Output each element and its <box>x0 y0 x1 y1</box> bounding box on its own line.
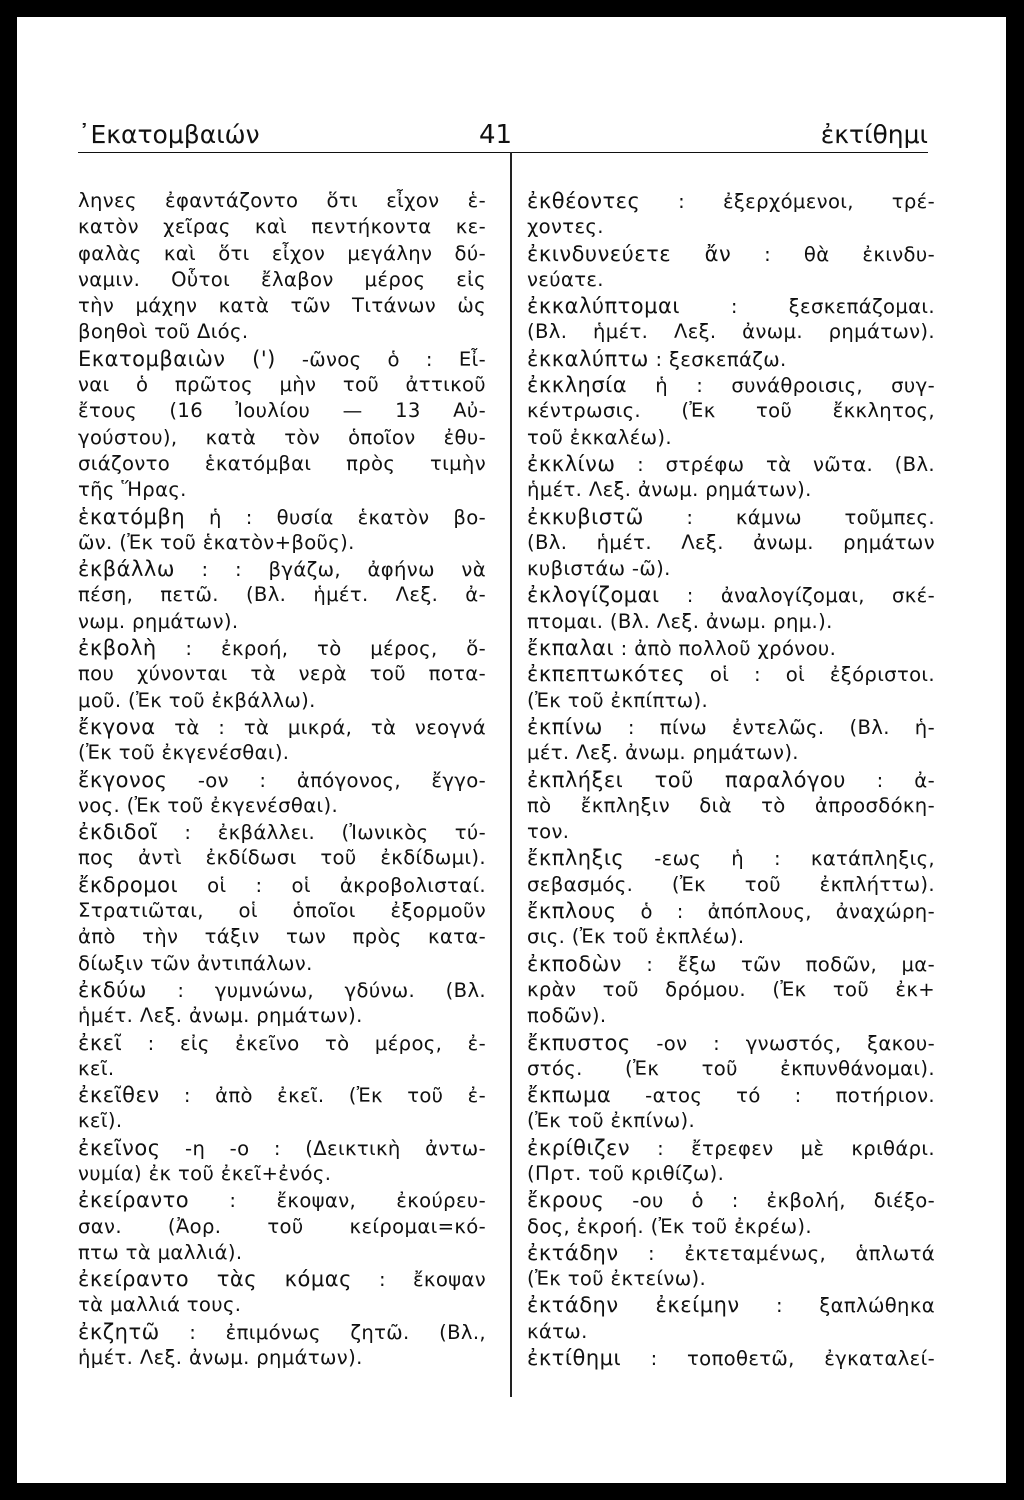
definition-text: ἔτους (16 Ἰουλίου — 13 Αὐ- <box>78 399 486 423</box>
dictionary-entry-line <box>78 635 486 661</box>
definition-text: ἡμέτ. Λεξ. ἀνωμ. ρημάτων). <box>78 1004 363 1028</box>
definition-line <box>78 1056 486 1082</box>
headword: Εκατομβαιὼν (') <box>78 346 276 371</box>
headword: ἔκπαλαι <box>527 636 615 661</box>
headword: ἐκτίθημι <box>527 1346 622 1371</box>
dictionary-entry-line <box>527 241 935 267</box>
definition-line <box>527 1056 935 1082</box>
header-first-entry: ᾿Εκατομβαιών <box>78 120 260 149</box>
definition-line <box>78 425 486 451</box>
definition-text: οἱ : οἱ ἀκροβολισταί. <box>178 873 486 897</box>
definition-text: -ου ὁ : ἐκβολή, διέξο- <box>604 1189 935 1213</box>
definition-line <box>78 740 486 766</box>
dictionary-entry-line <box>527 346 935 372</box>
definition-line <box>78 1345 486 1371</box>
dictionary-entry-line <box>78 819 486 845</box>
definition-text: σαν. (Ἀορ. τοῦ κείρομαι=κό- <box>78 1214 486 1238</box>
dictionary-entry-line <box>78 1187 486 1213</box>
definition-line <box>527 872 935 898</box>
headword: ἐκείραντο τὰς κόμας <box>78 1267 352 1292</box>
headword: ἔκδρομοι <box>78 872 179 897</box>
dictionary-entry-line <box>78 1135 486 1161</box>
definition-line <box>527 740 935 766</box>
definition-text: ναι ὁ πρῶτος μὴν τοῦ ἀττικοῦ <box>78 373 486 397</box>
definition-text: (Ἐκ τοῦ ἐκπίνω). <box>527 1109 696 1133</box>
dictionary-entry-line <box>527 188 935 214</box>
definition-text: -ατος τό : ποτήριον. <box>611 1084 935 1108</box>
definition-text: (Πρτ. τοῦ κριθίζω). <box>527 1161 725 1185</box>
definition-text: ῶν. (Ἐκ τοῦ ἑκατὸν+βοῦς). <box>78 530 355 554</box>
definition-text: πτομαι. (Βλ. Λεξ. ἀνωμ. ρημ.). <box>527 609 833 633</box>
dictionary-entry-line <box>527 1030 935 1056</box>
definition-text: Στρατιῶται, οἱ ὁποῖοι ἐξορμοῦν <box>78 899 486 923</box>
definition-text: : ἀπὸ ἐκεῖ. (Ἐκ τοῦ ἐ- <box>159 1084 486 1108</box>
definition-line <box>527 1161 935 1187</box>
headword: ἐκπεπτωκότες <box>527 662 686 687</box>
definition-text: : εἰς ἐκεῖνο τὸ μέρος, ἐ- <box>122 1031 486 1055</box>
definition-text: -ον : ἀπόγονος, ἔγγο- <box>167 768 486 792</box>
headword: ἔκρους <box>527 1188 605 1213</box>
definition-line <box>527 319 935 345</box>
definition-text: : γυμνώνω, γδύνω. (Βλ. <box>146 978 486 1002</box>
definition-line <box>78 898 486 924</box>
headword: ἐκποδὼν <box>527 951 622 976</box>
headword: ἐκεῖθεν <box>78 1083 160 1108</box>
definition-text: δος, ἐκροή. (Ἐκ τοῦ ἐκρέω). <box>527 1214 812 1238</box>
headword: ἐκδιδοῖ <box>78 820 158 845</box>
definition-line <box>78 372 486 398</box>
dictionary-entry-line <box>527 1240 935 1266</box>
definition-line <box>527 1319 935 1345</box>
definition-text: κέντρωσις. (Ἐκ τοῦ ἔκκλητος, <box>527 399 935 423</box>
definition-line <box>78 924 486 950</box>
headword: ἔκπλους <box>527 899 617 924</box>
definition-text: σεβασμός. (Ἐκ τοῦ ἐκπλήττω). <box>527 872 935 896</box>
definition-line <box>527 530 935 556</box>
definition-text: ποδῶν). <box>527 1004 607 1028</box>
definition-line <box>527 477 935 503</box>
definition-text: (Ἐκ τοῦ ἐκτείνω). <box>527 1267 707 1291</box>
headword: ἐκβάλλω <box>78 557 175 582</box>
definition-line <box>78 1292 486 1318</box>
dictionary-entry-line <box>78 1030 486 1056</box>
definition-line <box>527 793 935 819</box>
headword: ἔκπωμα <box>527 1083 612 1108</box>
definition-text: πέση, πετῶ. (Βλ. ἡμέτ. Λεξ. ἀ- <box>78 583 486 607</box>
headword: ἔκπληξις <box>527 846 625 871</box>
headword: ἐκζητῶ <box>78 1319 160 1344</box>
definition-text: τῆς Ἥρας. <box>78 478 187 502</box>
definition-line <box>78 188 486 214</box>
definition-line <box>527 1266 935 1292</box>
definition-text: : ἀπὸ πολλοῦ χρόνου. <box>614 637 837 661</box>
definition-text: : ξεσκεπάζομαι. <box>679 295 935 319</box>
definition-line <box>78 241 486 267</box>
dictionary-entry-line <box>527 714 935 740</box>
definition-line <box>527 688 935 714</box>
definition-text: τὰ μαλλιά τους. <box>78 1293 242 1317</box>
definition-text: : ἐπιμόνως ζητῶ. (Βλ., <box>159 1320 486 1344</box>
definition-line <box>78 582 486 608</box>
left-column <box>78 188 486 1371</box>
definition-text: βοηθοὶ τοῦ Διός. <box>78 320 249 344</box>
definition-line <box>527 1108 935 1134</box>
definition-line <box>78 530 486 556</box>
definition-text: χοντες. <box>527 215 604 239</box>
definition-text: -η -ο : (Δεικτικὴ ἀντω- <box>160 1136 486 1160</box>
headword: ἔκγονος <box>78 767 168 792</box>
definition-text: τοῦ ἐκκαλέω). <box>527 425 672 449</box>
headword: ἐκεῖνος <box>78 1135 161 1160</box>
headword: ἑκατόμβη <box>78 504 186 529</box>
definition-text: τὴν μάχην κατὰ τῶν Τιτάνων ὡς <box>78 294 486 318</box>
definition-text: γούστου), κατὰ τὸν ὁποῖον ἐθυ- <box>78 425 486 449</box>
definition-line <box>78 214 486 240</box>
definition-line <box>527 267 935 293</box>
definition-line <box>527 609 935 635</box>
dictionary-entry-line <box>527 661 935 687</box>
definition-text: : ἐκτεταμένως, ἁπλωτά <box>618 1241 935 1265</box>
definition-text: : ἔκοψαν, ἐκούρευ- <box>189 1189 486 1213</box>
definition-line <box>527 214 935 240</box>
definition-text: : ἀ- <box>845 768 935 792</box>
definition-text: κατὸν χεῖρας καὶ πεντήκοντα κε- <box>78 215 486 239</box>
definition-text: : ἐκβάλλει. (Ἰωνικὸς τύ- <box>157 821 486 845</box>
right-column <box>527 188 935 1371</box>
headword: ἐκκυβιστῶ <box>527 504 644 529</box>
definition-line <box>78 293 486 319</box>
headword: ἐκκλησία <box>527 373 628 398</box>
headword: ἐκτάδην <box>527 1240 619 1265</box>
definition-text: νυμία) ἐκ τοῦ ἐκεῖ+ἐνός. <box>78 1161 332 1185</box>
headword: ἐκκλίνω <box>527 451 616 476</box>
definition-line <box>527 556 935 582</box>
definition-text: σιάζοντο ἑκατόμβαι πρὸς τιμὴν <box>78 451 486 475</box>
page-header <box>78 118 928 153</box>
headword: ἐκπίνω <box>527 714 603 739</box>
headword: ἐκκαλύπτω <box>527 346 649 371</box>
definition-text: ἡ : συνάθροισις, συγ- <box>627 374 935 398</box>
definition-text: νος. (Ἐκ τοῦ ἐκγενέσθαι). <box>78 793 339 817</box>
definition-line <box>78 688 486 714</box>
definition-line <box>78 1240 486 1266</box>
definition-line <box>78 793 486 819</box>
headword: ἐκδύω <box>78 977 147 1002</box>
headword: ἐκπλήξει τοῦ παραλόγου <box>527 767 846 792</box>
definition-text: : ἐξερχόμενοι, τρέ- <box>640 190 935 213</box>
definition-line <box>78 1003 486 1029</box>
definition-text: νεύατε. <box>527 267 604 291</box>
definition-text: κεῖ). <box>78 1109 123 1133</box>
dictionary-entry-line <box>78 346 486 372</box>
dictionary-entry-line <box>527 635 935 661</box>
definition-line <box>78 451 486 477</box>
dictionary-entry-line <box>527 504 935 530</box>
header-last-entry: ἐκτίθημι <box>820 120 928 149</box>
dictionary-entry-line <box>527 845 935 871</box>
definition-text: -ῶνος ὁ : Εἶ- <box>275 347 486 371</box>
headword: ἐκεῖ <box>78 1030 123 1055</box>
definition-text: : ἔτρεφεν μὲ κριθάρι. <box>630 1136 935 1160</box>
definition-text: : ξεσκεπάζω. <box>648 347 787 371</box>
definition-text: : κάμνω τοῦμπες. <box>643 505 935 529</box>
dictionary-entry-line <box>78 504 486 530</box>
definition-text: που χύνονται τὰ νερὰ τοῦ ποτα- <box>78 662 486 686</box>
dictionary-entry-line <box>78 1266 486 1292</box>
definition-text: ναμιν. Οὗτοι ἔλαβον μέρος εἰς <box>78 267 486 291</box>
definition-line <box>78 319 486 345</box>
headword: ἐκκαλύπτομαι <box>527 294 680 319</box>
dictionary-entry-line <box>527 1135 935 1161</box>
definition-text: ἡμέτ. Λεξ. ἀνωμ. ρημάτων). <box>78 1346 363 1370</box>
dictionary-entry-line <box>78 767 486 793</box>
definition-text: φαλὰς καὶ ὅτι εἶχον μεγάλην δύ- <box>78 241 486 265</box>
definition-text: νωμ. ρημάτων). <box>78 609 239 633</box>
dictionary-entry-line <box>527 1082 935 1108</box>
definition-text: ὁ : ἀπόπλους, ἀναχώρη- <box>616 900 935 924</box>
definition-line <box>78 609 486 635</box>
definition-text: : ἔκοψαν <box>351 1268 486 1292</box>
page-number: 41 <box>479 120 513 150</box>
dictionary-entry-line <box>527 372 935 398</box>
definition-text: ἡ : θυσία ἑκατὸν βο- <box>185 505 486 529</box>
definition-text: πτω τὰ μαλλιά). <box>78 1240 243 1264</box>
dictionary-entry-line <box>78 872 486 898</box>
definition-line <box>78 398 486 424</box>
definition-text: κάτω. <box>527 1319 588 1343</box>
dictionary-entry-line <box>527 1292 935 1318</box>
definition-text: τὰ : τὰ μικρά, τὰ νεογνά <box>155 715 486 739</box>
headword: ἔκπυστος <box>527 1030 631 1055</box>
definition-line <box>78 845 486 871</box>
dictionary-entry-line <box>527 582 935 608</box>
definition-line <box>78 661 486 687</box>
headword: ἐκθέοντες <box>527 189 641 213</box>
definition-line <box>78 477 486 503</box>
definition-text: (Ἐκ τοῦ ἐκγενέσθαι). <box>78 741 290 765</box>
dictionary-entry-line <box>78 1082 486 1108</box>
dictionary-entry-line <box>78 977 486 1003</box>
definition-text: (Βλ. ἡμέτ. Λεξ. ἀνωμ. ρημάτων <box>527 530 935 554</box>
definition-text: ἡμέτ. Λεξ. ἀνωμ. ρημάτων). <box>527 478 812 502</box>
dictionary-entry-line <box>527 951 935 977</box>
definition-text: τον. <box>527 820 570 844</box>
definition-text: : πίνω ἐντελῶς. (Βλ. ἡ- <box>602 715 935 739</box>
definition-text: σις. (Ἐκ τοῦ ἐκπλέω). <box>527 925 745 949</box>
definition-line <box>527 1214 935 1240</box>
definition-text: οἱ : οἱ ἐξόριστοι. <box>685 663 935 687</box>
definition-text: ἀπὸ τὴν τάξιν των πρὸς κατα- <box>78 925 486 949</box>
headword: ἐκβολὴ <box>78 636 157 661</box>
definition-text: μέτ. Λεξ. ἀνωμ. ρημάτων). <box>527 741 799 765</box>
definition-line <box>527 819 935 845</box>
definition-text: : στρέφω τὰ νῶτα. (Βλ. <box>615 452 935 476</box>
definition-text: : ἔξω τῶν ποδῶν, μα- <box>621 952 935 976</box>
dictionary-entry-line <box>527 293 935 319</box>
definition-line <box>78 1214 486 1240</box>
definition-text: πὸ ἔκπληξιν διὰ τὸ ἀπροσδόκη- <box>527 793 935 817</box>
dictionary-entry-line <box>78 556 486 582</box>
definition-line <box>78 1108 486 1134</box>
headword: ἐκινδυνεύετε ἄν <box>527 241 732 266</box>
definition-line <box>527 977 935 1003</box>
definition-text: κεῖ. <box>78 1056 115 1080</box>
definition-text: (Βλ. ἡμέτ. Λεξ. ἀνωμ. ρημάτων). <box>527 320 935 344</box>
definition-text: : : βγάζω, ἀφήνω νὰ <box>174 558 486 582</box>
headword: ἐκείραντο <box>78 1188 190 1213</box>
dictionary-entry-line <box>78 714 486 740</box>
definition-text: : τοποθετῶ, ἐγκαταλεί- <box>621 1347 935 1371</box>
dictionary-entry-line <box>527 1345 935 1371</box>
definition-text: (Ἐκ τοῦ ἐκπίπτω). <box>527 688 709 712</box>
definition-line <box>78 267 486 293</box>
headword: ἔκγονα <box>78 714 156 739</box>
headword: ἐκτάδην ἐκείμην <box>527 1293 740 1318</box>
definition-text: : ἐκροή, τὸ μέρος, ὅ- <box>156 637 486 661</box>
definition-text: : ξαπλώθηκα <box>739 1294 935 1318</box>
definition-text: -ον : γνωστός, ξακου- <box>630 1031 935 1055</box>
dictionary-entry-line <box>527 1187 935 1213</box>
definition-text: ληνες ἐφαντάζοντο ὅτι εἶχον ἑ- <box>78 189 486 212</box>
definition-line <box>527 924 935 950</box>
definition-line <box>78 1161 486 1187</box>
definition-text: : ἀναλογίζομαι, σκέ- <box>659 584 935 608</box>
column-divider <box>510 152 512 1397</box>
definition-text: πος ἀντὶ ἐκδίδωσι τοῦ ἐκδίδωμι). <box>78 846 486 870</box>
definition-line <box>527 425 935 451</box>
definition-text: κρὰν τοῦ δρόμου. (Ἐκ τοῦ ἐκ+ <box>527 977 935 1001</box>
dictionary-entry-line <box>527 767 935 793</box>
definition-text: δίωξιν τῶν ἀντιπάλων. <box>78 951 313 975</box>
dictionary-entry-line <box>527 898 935 924</box>
headword: ἐκρίθιζεν <box>527 1135 631 1160</box>
headword: ἐκλογίζομαι <box>527 583 660 608</box>
definition-line <box>527 398 935 424</box>
definition-line <box>527 1003 935 1029</box>
definition-text: : θὰ ἐκινδυ- <box>731 242 935 266</box>
definition-text: μοῦ. (Ἐκ τοῦ ἐκβάλλω). <box>78 688 316 712</box>
dictionary-entry-line <box>527 451 935 477</box>
definition-text: στός. (Ἐκ τοῦ ἐκπυνθάνομαι). <box>527 1056 935 1080</box>
definition-text: κυβιστάω -ῶ). <box>527 557 671 581</box>
definition-line <box>78 951 486 977</box>
definition-text: -εως ἡ : κατάπληξις, <box>624 847 935 871</box>
dictionary-entry-line <box>78 1319 486 1345</box>
